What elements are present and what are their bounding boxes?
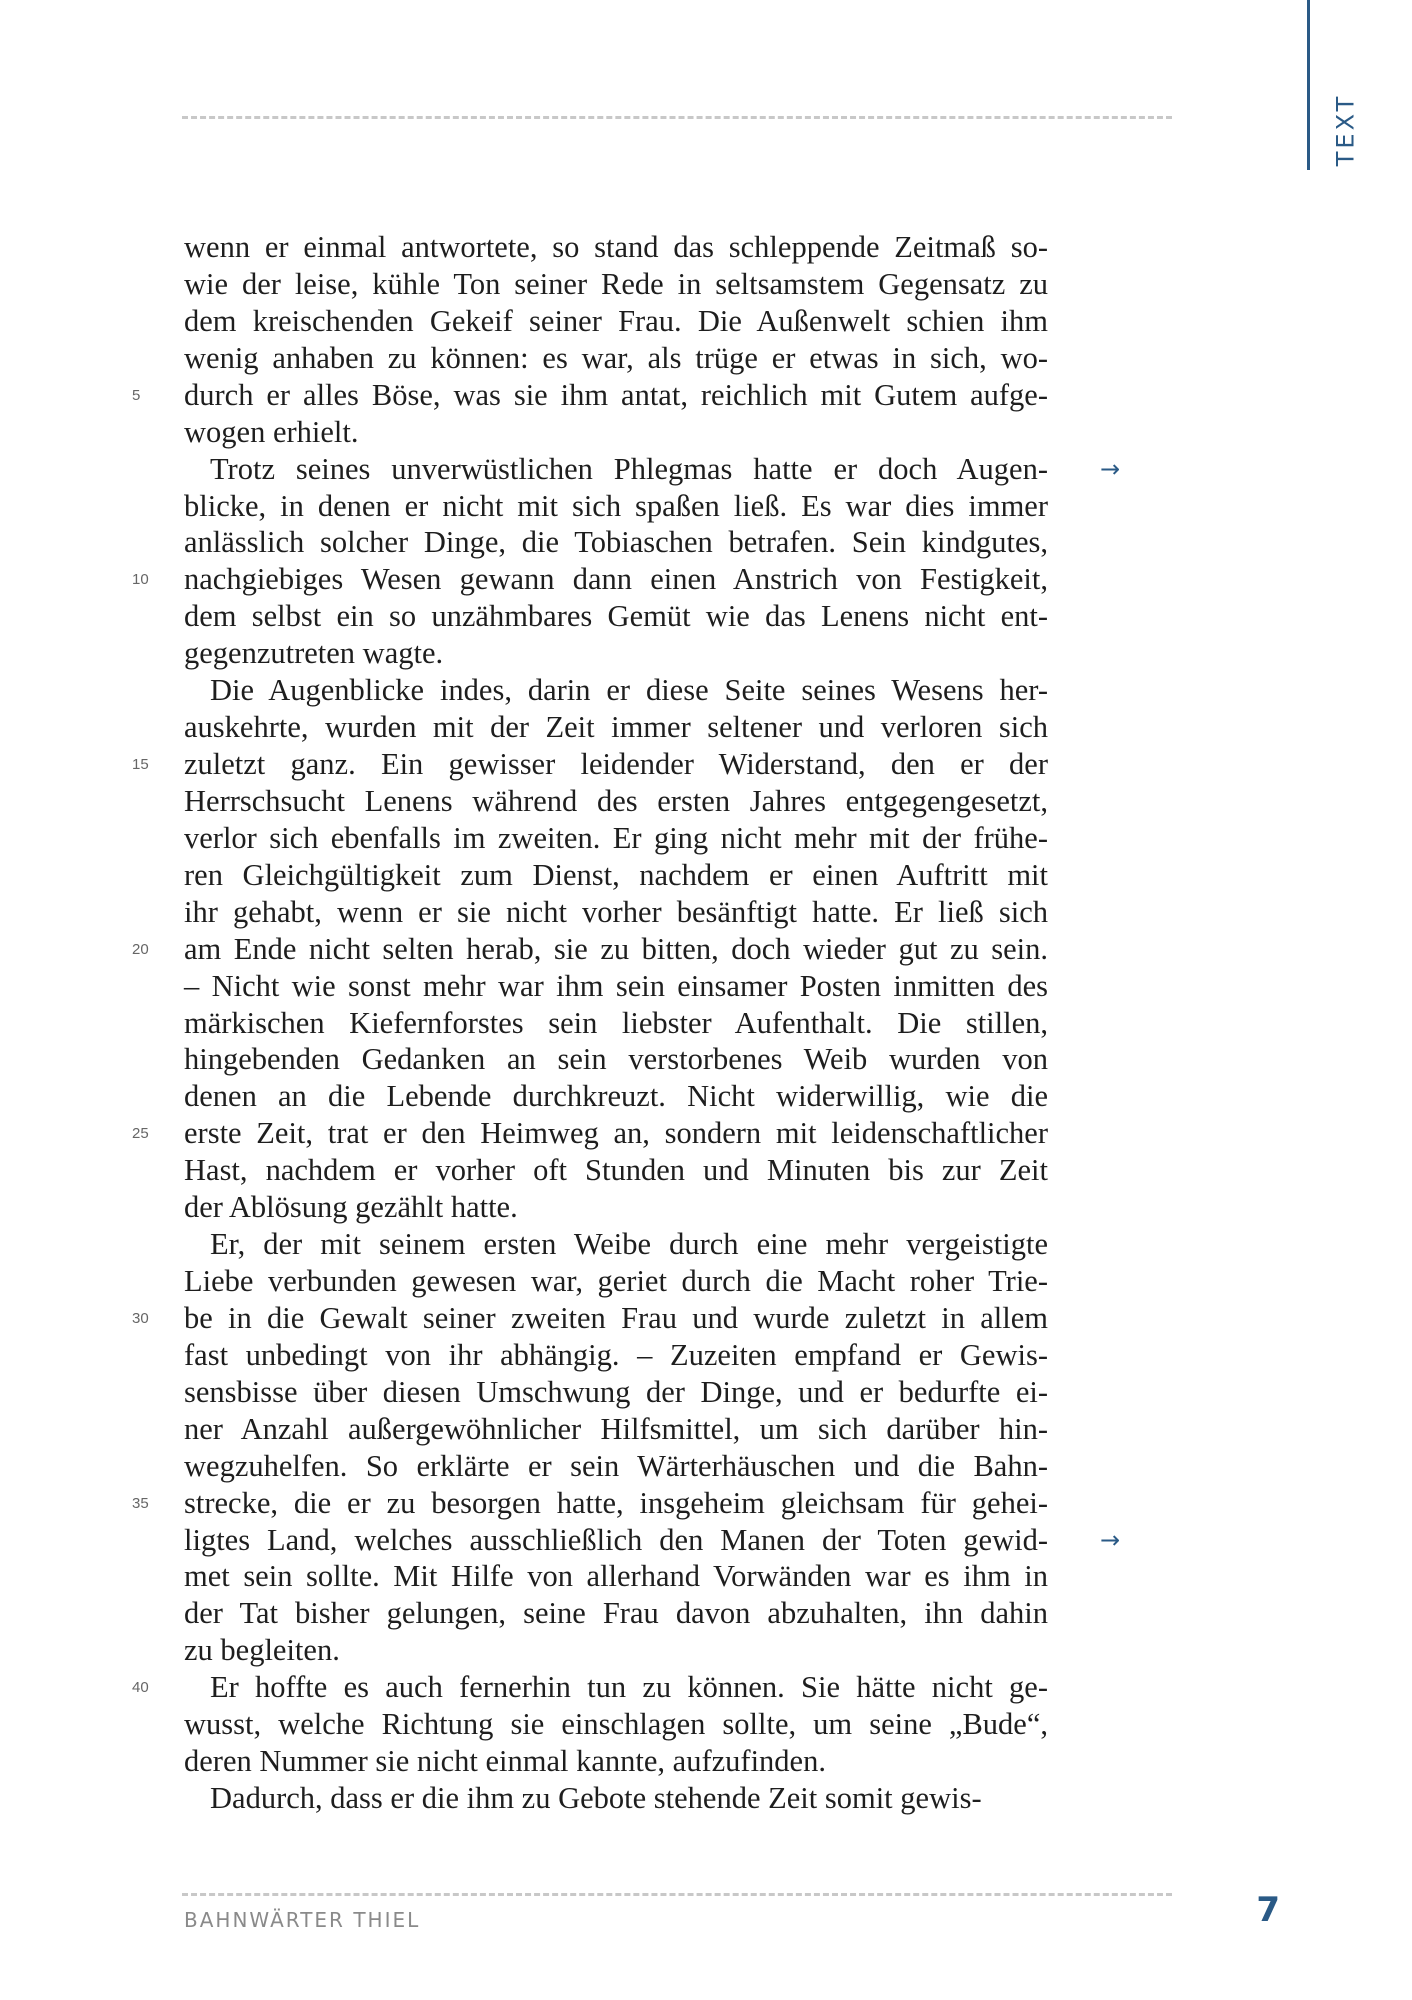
text-line: Liebe verbunden gewesen war, geriet durch die Macht roher Trie- <box>184 1264 1048 1299</box>
text-line: zuletzt ganz. Ein gewisser leidender Widerstand, den er der <box>184 747 1048 782</box>
text-line: zu begleiten. <box>184 1633 340 1668</box>
text-line: wogen erhielt. <box>184 414 359 449</box>
text-line: denen an die Lebende durchkreuzt. Nicht widerwillig, wie die <box>184 1079 1048 1114</box>
text-line: nachgiebiges Wesen gewann dann einen Anstrich von Festigkeit, <box>184 562 1048 597</box>
text-line: dem kreischenden Gekeif seiner Frau. Die Außenwelt schien ihm <box>184 303 1048 338</box>
text-line: Die Augenblicke indes, darin er diese Seite seines Wesens her- <box>210 673 1048 708</box>
text-line: – Nicht wie sonst mehr war ihm sein einsamer Posten inmitten des <box>184 968 1048 1003</box>
text-line: der Ablösung gezählt hatte. <box>184 1190 518 1225</box>
text-line: Hast, nachdem er vorher oft Stunden und Minuten bis zur Zeit <box>184 1153 1048 1188</box>
text-line: ner Anzahl außergewöhnlicher Hilfsmittel, um sich darüber hin- <box>184 1411 1048 1446</box>
text-line: Herrschsucht Lenens während des ersten Jahres entgegengesetzt, <box>184 783 1048 818</box>
text-line: be in die Gewalt seiner zweiten Frau und wurde zuletzt in allem <box>184 1300 1048 1335</box>
text-line: ren Gleichgültigkeit zum Dienst, nachdem er einen Auftritt mit <box>184 857 1048 892</box>
page-number: 7 <box>1256 1890 1280 1930</box>
text-line: ihr gehabt, wenn er sie nicht vorher besänftigt hatte. Er ließ sich <box>184 894 1048 929</box>
margin-arrow-icon: → <box>1100 1525 1121 1554</box>
line-number: 15 <box>132 756 149 774</box>
text-line: Trotz seines unverwüstlichen Phlegmas hatte er doch Augen- <box>210 451 1048 486</box>
text-line: Er, der mit seinem ersten Weibe durch eine mehr vergeistigte <box>210 1227 1048 1262</box>
text-line: deren Nummer sie nicht einmal kannte, aufzufinden. <box>184 1744 826 1779</box>
text-line: sensbisse über diesen Umschwung der Dinge, und er bedurfte ei- <box>184 1374 1048 1409</box>
text-line: auskehrte, wurden mit der Zeit immer seltener und verloren sich <box>184 710 1048 745</box>
line-number: 25 <box>132 1125 149 1143</box>
text-line: anlässlich solcher Dinge, die Tobiaschen betrafen. Sein kindgutes, <box>184 525 1048 560</box>
text-line: fast unbedingt von ihr abhängig. – Zuzeiten empfand er Gewis- <box>184 1337 1048 1372</box>
text-line: durch er alles Böse, was sie ihm antat, reichlich mit Gutem aufge- <box>184 377 1048 412</box>
text-line: wenig anhaben zu können: es war, als trüge er etwas in sich, wo- <box>184 340 1048 375</box>
line-number: 35 <box>132 1494 149 1512</box>
line-number: 40 <box>132 1679 149 1697</box>
text-line: der Tat bisher gelungen, seine Frau davon abzuhalten, ihn dahin <box>184 1596 1048 1631</box>
margin-arrow-icon: → <box>1100 454 1121 483</box>
line-number: 5 <box>132 386 141 404</box>
text-line: strecke, die er zu besorgen hatte, insgeheim gleichsam für gehei- <box>184 1485 1048 1520</box>
text-line: Dadurch, dass er die ihm zu Gebote stehende Zeit somit gewis- <box>210 1781 982 1816</box>
section-tab-label: TEXT <box>1331 93 1360 167</box>
text-line: wegzuhelfen. So erklärte er sein Wärterhäuschen und die Bahn- <box>184 1448 1048 1483</box>
bottom-dashed-rule <box>182 1893 1172 1896</box>
text-line: hingebenden Gedanken an sein verstorbenes Weib wurden von <box>184 1042 1048 1077</box>
text-line: Er hoffte es auch fernerhin tun zu können. Sie hätte nicht ge- <box>210 1670 1048 1705</box>
text-line: blicke, in denen er nicht mit sich spaßen ließ. Es war dies immer <box>184 488 1048 523</box>
text-line: wusst, welche Richtung sie einschlagen sollte, um seine „Bude“, <box>184 1707 1048 1742</box>
text-line: gegenzutreten wagte. <box>184 636 444 671</box>
line-number: 10 <box>132 571 149 589</box>
text-line: erste Zeit, trat er den Heimweg an, sondern mit leidenschaftlicher <box>184 1116 1048 1151</box>
line-number: 30 <box>132 1309 149 1327</box>
text-line: wie der leise, kühle Ton seiner Rede in seltsamstem Gegensatz zu <box>184 266 1048 301</box>
running-footer-title: BAHNWÄRTER THIEL <box>184 1908 421 1932</box>
text-line: am Ende nicht selten herab, sie zu bitten, doch wieder gut zu sein. <box>184 931 1048 966</box>
text-line: met sein sollte. Mit Hilfe von allerhand Vorwänden war es ihm in <box>184 1559 1048 1594</box>
text-line: wenn er einmal antwortete, so stand das schleppende Zeitmaß so- <box>184 230 1048 264</box>
text-line: märkischen Kiefernforstes sein liebster Aufenthalt. Die stillen, <box>184 1005 1048 1040</box>
text-line: ligtes Land, welches ausschließlich den Manen der Toten gewid- <box>184 1522 1048 1557</box>
line-number: 20 <box>132 940 149 958</box>
text-line: dem selbst ein so unzähmbares Gemüt wie das Lenens nicht ent- <box>184 599 1048 634</box>
text-line: verlor sich ebenfalls im zweiten. Er ging nicht mehr mit der frühe- <box>184 820 1048 855</box>
